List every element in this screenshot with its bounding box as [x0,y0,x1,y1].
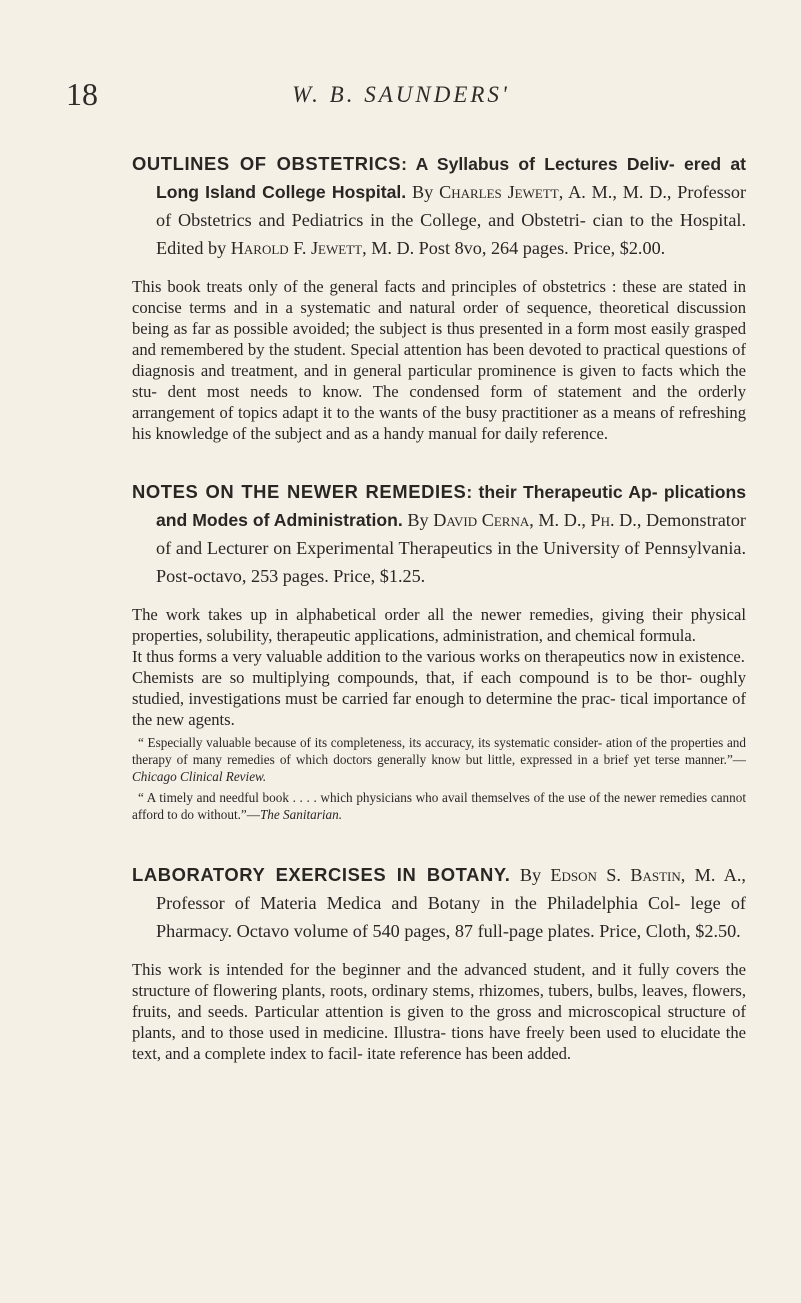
entry-heading [132,478,746,590]
entry-by: By [402,510,434,530]
entry-heading [132,861,746,945]
description-paragraph: Chemists are so multiplying compounds, that, if each compound is to be thor- oughly studied, investigations must be carried far enough to determine the prac- tical importance of the new agents. [132,668,746,729]
entry-description [132,276,746,444]
entry-details: , M. D. Post 8vo, 264 pages. Price, $2.00. [362,238,666,258]
book-entry-obstetrics [132,150,746,444]
quote-source: The Sanitarian. [259,807,343,822]
description-paragraph: It thus forms a very valuable addition to the various works on therapeutics now in existence. [132,647,745,666]
entry-author-rest: , M. D., [529,510,591,530]
entry-subtitle: : A Syllabus of Lectures Deliv- ered at Long Island College Hospital. [156,154,746,202]
book-entry-botany [132,861,746,1064]
review-quote [132,734,746,785]
description-paragraph: This work is intended for the beginner and the advanced student, and it fully covers the structure of flowering plants, roots, ordinary stems, rhizomes, tubers, bulbs, leaves, flowers, fruits, and seeds. Particular attention is given to the gross and microscopical structure of plants, and to those used in medicine. Illustra- tions have freely been used to elucidate the text, and a complete index to facil- itate reference has been added. [132,960,746,1063]
review-quote [132,789,746,823]
entry-by: By [406,182,440,202]
entry-author-rest: , A. M., M. D., Professor of Obstetrics and Pediatrics in the College, and Obstetri- cian to the Hospital. Edited by [156,182,746,258]
entry-title: LABORATORY EXERCISES IN BOTANY. [132,864,511,885]
entry-author: David Cerna [433,510,530,530]
entry-title: OUTLINES OF OBSTETRICS [132,153,402,174]
entry-author: Edson S. Bastin [550,865,681,885]
entry-details: , Demonstrator of and Lecturer on Experimental Therapeutics in the University of Pennsylvania. Post-octavo, 253 pages. Price, $1.25. [156,510,746,586]
entry-description [132,604,746,730]
page-number: 18 [66,76,98,112]
entry-editor: Harold F. Jewett [230,238,363,258]
description-paragraph: This book treats only of the general facts and principles of obstetrics : these are stated in concise terms and in a systematic and natural order of sequence, theoretical discussion being as far as possible avoided; the subject is thus presented in a form most easily grasped and remembered by the student. Special attention has been devoted to practical questions of diagnosis and treatment, and in general particular prominence is given to facts which the stu- dent most needs to know. The condensed form of statement and the orderly arrangement of topics adapt it to the wants of the busy practitioner as a means of refreshing his knowledge of the subject and as a handy manual for daily reference. [132,277,746,443]
book-entry-newer-remedies [132,478,746,823]
entry-by: By [510,865,551,885]
quote-source: Chicago Clinical Review. [132,769,267,784]
entry-degree: Ph. D. [590,510,637,530]
running-title: W. B. SAUNDERS' [292,82,510,107]
entry-heading [132,150,746,262]
entry-description [132,959,746,1064]
quote-text: “ Especially valuable because of its completeness, its accuracy, its systematic consider- ation of the properties and therapy of many remedies of which doctors generally know but little, expressed in a brief yet terse manner.”— [132,735,746,767]
description-paragraph: The work takes up in alphabetical order all the newer remedies, giving their physical properties, solubility, therapeutic applications, administration, and chemical formula. [132,605,746,645]
quote-text: “ A timely and needful book . . . . which physicians who avail themselves of the use of the newer remedies cannot afford to do without.”— [132,790,746,822]
entry-title: NOTES ON THE NEWER REMEDIES [132,481,467,502]
entry-author: Charles Jewett [439,182,559,202]
entry-subtitle: : their Therapeutic Ap- plications and Modes of Administration. [156,482,746,530]
entry-details: , M. A., Professor of Materia Medica and Botany in the Philadelphia Col- lege of Pharmacy. Octavo volume of 540 pages, 87 full-page plates. Price, Cloth, $2.50. [156,865,746,941]
page-content [132,150,746,1064]
running-head [66,76,736,116]
